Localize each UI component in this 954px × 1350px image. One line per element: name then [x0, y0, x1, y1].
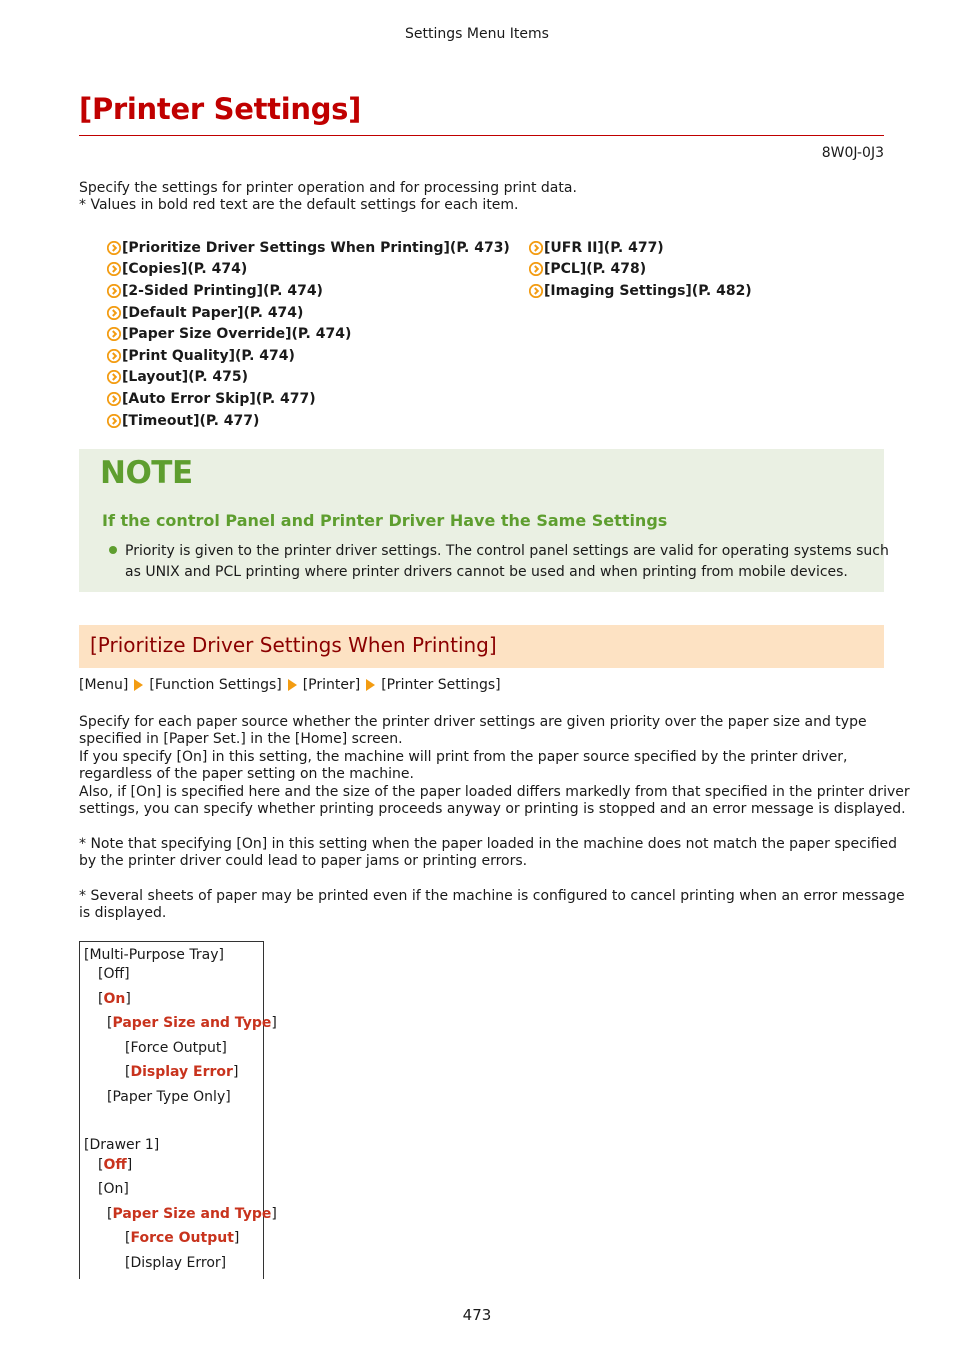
note-text: [125, 541, 889, 583]
link-label: [PCL](P. 478): [544, 261, 647, 278]
note-subtitle: If the control Panel and Printer Driver Have the Same Settings: [102, 511, 668, 530]
link-label: [UFR II](P. 477): [544, 239, 664, 256]
link-list-column-1: [107, 237, 510, 431]
section-note-1: [79, 836, 897, 871]
link-label: [Timeout](P. 477): [122, 412, 260, 429]
tree-item-drawer-1: [Drawer 1]: [84, 1137, 160, 1153]
default-value: Off: [103, 1157, 127, 1173]
triangle-right-icon: [366, 679, 375, 691]
note-label: NOTE: [100, 455, 193, 491]
note-line: as UNIX and PCL printing where printer drivers cannot be used and when printing from mobile devices.: [125, 564, 848, 580]
default-value: Paper Size and Type: [112, 1015, 272, 1031]
link-paper-size-override[interactable]: [107, 323, 510, 345]
link-layout[interactable]: [107, 367, 510, 389]
link-label: [Prioritize Driver Settings When Printing](P. 473): [122, 239, 510, 256]
default-value: On: [103, 991, 126, 1007]
breadcrumb: [79, 677, 501, 693]
circle-arrow-icon: [107, 349, 121, 363]
circle-arrow-icon: [107, 327, 121, 341]
section-description: [79, 714, 910, 818]
description-line: If you specify [On] in this setting, the machine will print from the paper source specified by the printer driver,: [79, 748, 848, 765]
triangle-right-icon: [134, 679, 143, 691]
breadcrumb-item: [Printer Settings]: [381, 677, 501, 693]
default-value: Force Output: [130, 1230, 234, 1246]
tree-option-paper-size-and-type-default: [Paper Size and Type]: [107, 1015, 277, 1031]
note-line: is displayed.: [79, 905, 167, 922]
link-copies[interactable]: [107, 259, 510, 281]
circle-arrow-icon: [107, 414, 121, 428]
title-rule: [79, 135, 884, 136]
link-pcl[interactable]: [529, 259, 752, 281]
tree-option-off-default: [Off]: [98, 1157, 133, 1173]
link-list-column-2: [529, 237, 752, 302]
page-title: [Printer Settings]: [79, 92, 362, 126]
note-box: [79, 449, 889, 592]
page-number: 473: [462, 1306, 492, 1324]
description-line: Also, if [On] is specified here and the size of the paper loaded differs markedly from that specified in the printer driver: [79, 783, 910, 800]
tree-option-display-error: [Display Error]: [125, 1255, 227, 1271]
tree-option-force-output: [Force Output]: [125, 1040, 227, 1056]
bullet-dot-icon: [109, 546, 117, 554]
tree-option-on-default: [On]: [98, 991, 131, 1007]
default-value: Paper Size and Type: [112, 1206, 272, 1222]
default-value: Display Error: [130, 1064, 233, 1080]
tree-option-paper-size-and-type-default: [Paper Size and Type]: [107, 1206, 277, 1222]
circle-arrow-icon: [107, 392, 121, 406]
description-line: Specify for each paper source whether the printer driver settings are given priority over the paper size and type: [79, 714, 867, 730]
link-2-sided-printing[interactable]: [107, 280, 510, 302]
intro-line: Specify the settings for printer operation and for processing print data.: [79, 180, 577, 196]
description-line: regardless of the paper setting on the machine.: [79, 766, 414, 783]
link-label: [Imaging Settings](P. 482): [544, 282, 752, 299]
note-line: by the printer driver could lead to paper jams or printing errors.: [79, 853, 528, 870]
link-default-paper[interactable]: [107, 302, 510, 324]
breadcrumb-item: [Printer]: [302, 677, 361, 693]
tree-item-multi-purpose-tray: [Multi-Purpose Tray]: [84, 947, 224, 963]
intro-line: * Values in bold red text are the default settings for each item.: [79, 197, 519, 213]
link-label: [Default Paper](P. 474): [122, 304, 304, 321]
link-label: [Paper Size Override](P. 474): [122, 326, 352, 343]
triangle-right-icon: [288, 679, 297, 691]
document-code: 8W0J-0J3: [821, 145, 884, 161]
note-line: * Several sheets of paper may be printed even if the machine is configured to cancel printing when an error message: [79, 888, 905, 904]
note-line: * Note that specifying [On] in this setting when the paper loaded in the machine does not match the paper specified: [79, 836, 898, 852]
tree-option-off: [Off]: [98, 966, 130, 982]
link-label: [Auto Error Skip](P. 477): [122, 390, 316, 407]
link-imaging-settings[interactable]: [529, 280, 752, 302]
circle-arrow-icon: [529, 241, 543, 255]
link-label: [Layout](P. 475): [122, 369, 249, 386]
circle-arrow-icon: [529, 284, 543, 298]
intro-text: [79, 180, 884, 214]
breadcrumb-item: [Function Settings]: [149, 677, 282, 693]
section-note-2: [79, 888, 905, 923]
circle-arrow-icon: [107, 241, 121, 255]
settings-tree: [79, 941, 277, 1279]
circle-arrow-icon: [107, 262, 121, 276]
link-prioritize-driver-settings[interactable]: [107, 237, 510, 259]
note-line: Priority is given to the printer driver settings. The control panel settings are valid for operating systems such: [125, 543, 889, 559]
breadcrumb-item: [Menu]: [79, 677, 129, 693]
section-title: [Prioritize Driver Settings When Printing]: [90, 633, 497, 657]
tree-option-on: [On]: [98, 1181, 129, 1197]
circle-arrow-icon: [107, 306, 121, 320]
tree-option-paper-type-only: [Paper Type Only]: [107, 1089, 231, 1105]
description-line: specified in [Paper Set.] in the [Home] screen.: [79, 731, 403, 748]
circle-arrow-icon: [107, 284, 121, 298]
circle-arrow-icon: [529, 262, 543, 276]
tree-option-force-output-default: [Force Output]: [125, 1230, 240, 1246]
link-print-quality[interactable]: [107, 345, 510, 367]
description-line: settings, you can specify whether printing proceeds anyway or printing is stopped and an error message is displayed.: [79, 801, 906, 818]
section-heading-bar: [79, 625, 884, 668]
running-header: Settings Menu Items: [405, 26, 549, 42]
circle-arrow-icon: [107, 370, 121, 384]
link-auto-error-skip[interactable]: [107, 388, 510, 410]
link-timeout[interactable]: [107, 410, 510, 432]
link-label: [Print Quality](P. 474): [122, 347, 295, 364]
link-label: [2-Sided Printing](P. 474): [122, 282, 323, 299]
link-label: [Copies](P. 474): [122, 261, 248, 278]
tree-option-display-error-default: [Display Error]: [125, 1064, 239, 1080]
link-ufr-ii[interactable]: [529, 237, 752, 259]
